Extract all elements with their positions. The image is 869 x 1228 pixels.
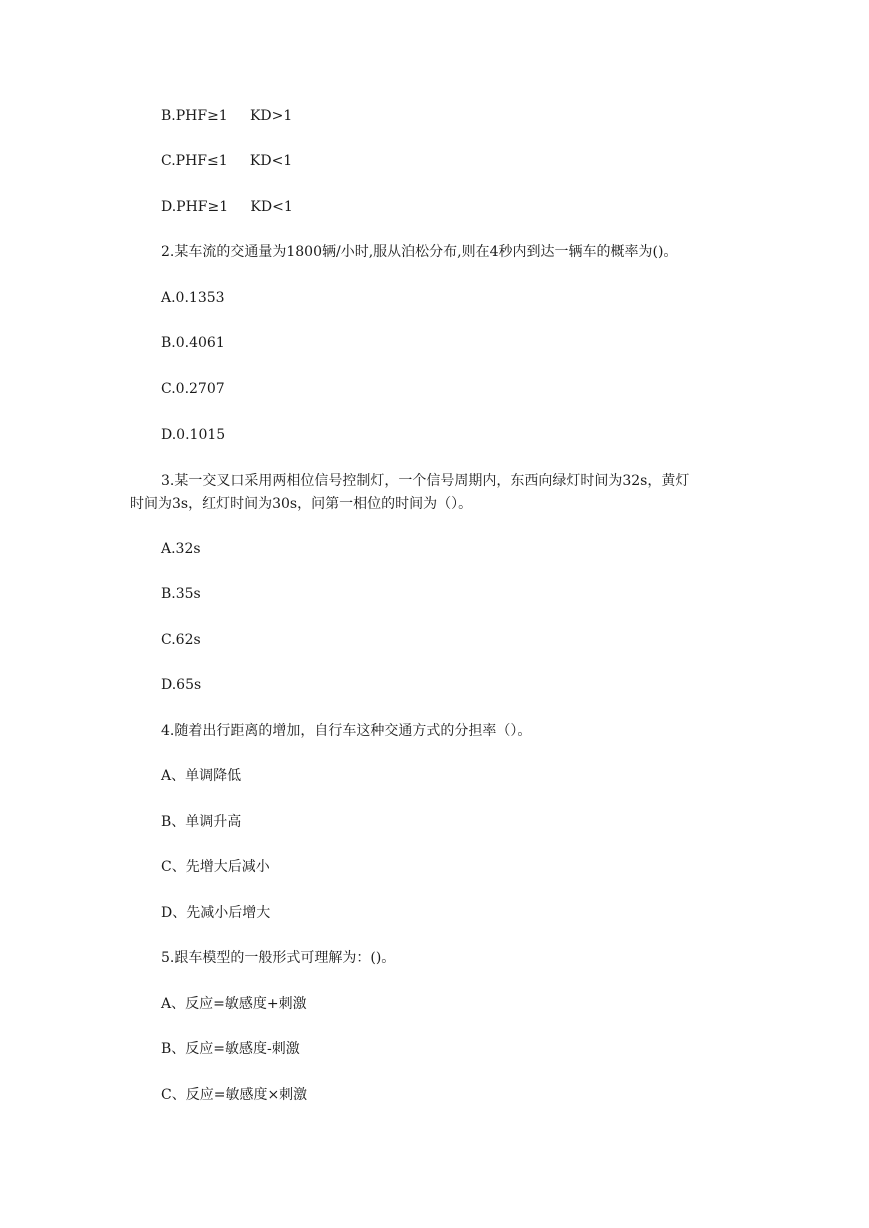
option-line: B、反应=敏感度-刺激 [161, 1041, 300, 1057]
question-5: 5.跟车模型的一般形式可理解为：()。 [161, 950, 396, 966]
question-3: 3.某一交叉口采用两相位信号控制灯，一个信号周期内，东西向绿灯时间为32s，黄灯 [161, 473, 690, 489]
option-line: C.PHF≤1 KD<1 [161, 153, 293, 169]
question-3-continued: 时间为3s，红灯时间为30s，问第一相位的时间为（）。 [130, 496, 473, 512]
question-2: 2.某车流的交通量为1800辆/小时,服从泊松分布,则在4秒内到达一辆车的概率为()。 [161, 244, 678, 260]
option-line: B、单调升高 [161, 814, 242, 830]
option-line: A、反应=敏感度+刺激 [161, 996, 307, 1012]
option-line: B.PHF≥1 KD>1 [161, 108, 293, 124]
option-line: C.0.2707 [161, 381, 225, 397]
question-4: 4.随着出行距离的增加，自行车这种交通方式的分担率（）。 [161, 723, 532, 739]
option-line: A、单调降低 [161, 768, 242, 784]
option-line: D.0.1015 [161, 427, 226, 443]
option-line: C、先增大后减小 [161, 859, 270, 875]
option-line: D.65s [161, 677, 202, 693]
option-line: C、反应=敏感度×刺激 [161, 1087, 308, 1103]
option-line: B.0.4061 [161, 335, 225, 351]
option-line: A.0.1353 [161, 290, 225, 306]
option-line: C.62s [161, 632, 201, 648]
option-line: B.35s [161, 586, 201, 602]
option-line: A.32s [161, 541, 201, 557]
option-line: D.PHF≥1 KD<1 [161, 199, 293, 215]
option-line: D、先减小后增大 [161, 905, 271, 921]
